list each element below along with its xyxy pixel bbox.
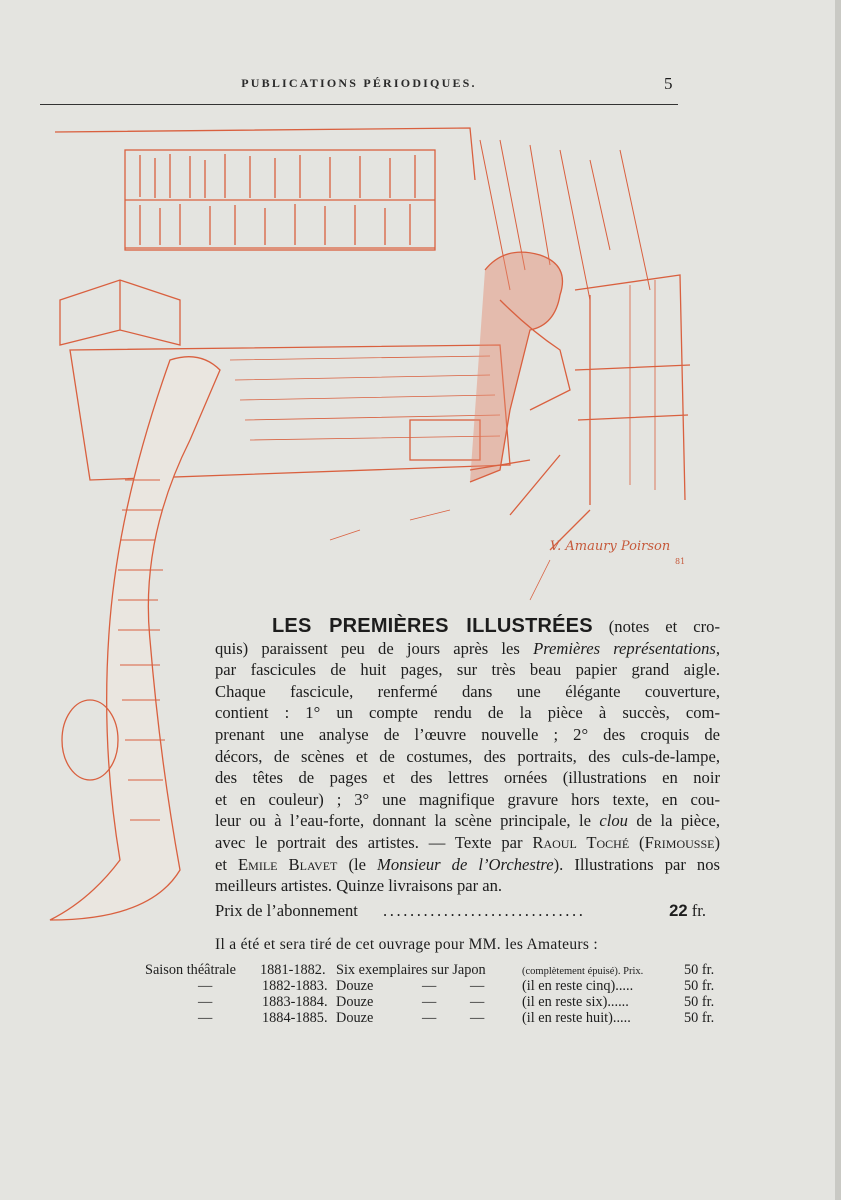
text-line: par fascicules de huit pages, sur très beau papier grand aigle.: [215, 660, 720, 680]
text-segment: ). Illustrations par nos: [553, 854, 720, 874]
ditto-cell: —: [470, 994, 485, 1010]
author-name: Raoul Toché: [532, 832, 630, 852]
note-text: (complètement épuisé). Prix.: [522, 966, 644, 977]
text-segment: leur ou à l’eau-forte, donnant la scène principale, le: [215, 811, 600, 831]
italic-segment: Premières représentations: [533, 638, 716, 658]
price-cell: 50 fr.: [684, 962, 715, 978]
years-cell: 1882-1883.: [262, 978, 328, 994]
text-line: prenant une analyse de l’œuvre nouvelle ; 2° des croquis de: [215, 724, 720, 744]
table-row: [0, 962, 841, 978]
price-amount: 22: [669, 901, 688, 920]
note-cell: (il en reste huit).....: [522, 1010, 631, 1026]
italic-segment: Monsieur de l’Orchestre: [377, 854, 554, 874]
text-segment: ,: [715, 638, 720, 658]
bookshelf: [125, 150, 435, 250]
note-cell: (il en reste six)......: [522, 994, 629, 1010]
price-label: Prix de l’abonnement: [215, 901, 358, 920]
text-segment: (: [629, 832, 645, 852]
author-pseudonym: Frimousse: [644, 832, 715, 852]
subscription-price: [215, 901, 720, 921]
ditto-cell: —: [422, 994, 437, 1010]
price-value: [669, 901, 706, 921]
italic-segment: clou: [599, 811, 628, 831]
text-line: Chaque fascicule, renfermé dans une élégante couverture,: [215, 681, 720, 701]
text-segment: avec le portrait des artistes. — Texte par: [215, 832, 533, 852]
season-cell: —: [198, 994, 213, 1010]
season-cell: —: [198, 1010, 213, 1026]
price-unit: fr.: [687, 901, 706, 920]
header-rule: [40, 104, 678, 105]
season-cell: —: [198, 978, 213, 994]
price-cell: 50 fr.: [684, 1010, 715, 1026]
ditto-cell: —: [422, 1010, 437, 1026]
price-cell: 50 fr.: [684, 978, 715, 994]
ditto-cell: —: [470, 978, 485, 994]
text-segment: (notes et cro-: [592, 617, 720, 636]
page-number: 5: [664, 74, 673, 93]
text-segment: ): [714, 832, 721, 852]
author-name: Emile Blavet: [238, 854, 338, 874]
text-line: [215, 810, 720, 832]
text-segment: (le: [337, 854, 377, 874]
desk: [70, 345, 510, 480]
years-cell: 1883-1884.: [262, 994, 328, 1010]
writer-figure: [470, 252, 570, 482]
text-line: contient : 1° un compte rendu de la pièce à succès, com-: [215, 703, 720, 723]
quantity-cell: Six exemplaires sur Japon: [336, 962, 486, 978]
room-outline: [55, 128, 475, 180]
table-row: [0, 994, 841, 1010]
quantity-cell: Douze: [336, 1010, 374, 1026]
text-line: meilleurs artistes. Quinze livraisons par an.: [215, 876, 503, 896]
table-row: [0, 978, 841, 994]
text-segment: et: [215, 854, 239, 874]
text-line: [215, 832, 720, 854]
text-segment: quis) paraissent peu de jours après les: [215, 638, 534, 658]
amateurs-intro: Il a été et sera tiré de cet ouvrage pour MM. les Amateurs :: [215, 936, 598, 953]
price-cell: 50 fr.: [684, 994, 715, 1010]
quantity-cell: Douze: [336, 978, 374, 994]
artist-signature: V. Amaury Poirson: [550, 539, 671, 554]
running-title: PUBLICATIONS PÉRIODIQUES.: [241, 76, 477, 90]
publication-title: LES PREMIÈRES ILLUSTRÉES: [272, 615, 593, 637]
text-line: [215, 638, 720, 660]
years-cell: 1884-1885.: [262, 1010, 328, 1026]
text-line: [215, 616, 720, 638]
years-cell: 1881-1882.: [260, 962, 326, 978]
text-line: décors, de scènes et de costumes, des portraits, des culs-de-lampe,: [215, 746, 720, 766]
ditto-cell: —: [470, 1010, 485, 1026]
quantity-cell: Douze: [336, 994, 374, 1010]
note-cell: [522, 962, 643, 979]
table-row: [0, 1010, 841, 1026]
signature-year: 81: [675, 557, 686, 566]
text-segment: de la pièce,: [627, 811, 720, 831]
text-line: [215, 854, 720, 876]
ditto-cell: —: [422, 978, 437, 994]
chair: [575, 275, 690, 505]
season-cell: Saison théâtrale: [145, 962, 236, 978]
note-cell: (il en reste cinq).....: [522, 978, 634, 994]
price-leader-dots: ..............................: [383, 901, 586, 920]
running-header: [40, 76, 678, 96]
scroll: [50, 357, 220, 920]
text-line: et en couleur) ; 3° une magnifique gravure hors texte, en cou-: [215, 789, 720, 809]
description-paragraph: [215, 616, 720, 897]
text-line: des têtes de pages et des lettres ornées (illustrations en noir: [215, 768, 720, 788]
